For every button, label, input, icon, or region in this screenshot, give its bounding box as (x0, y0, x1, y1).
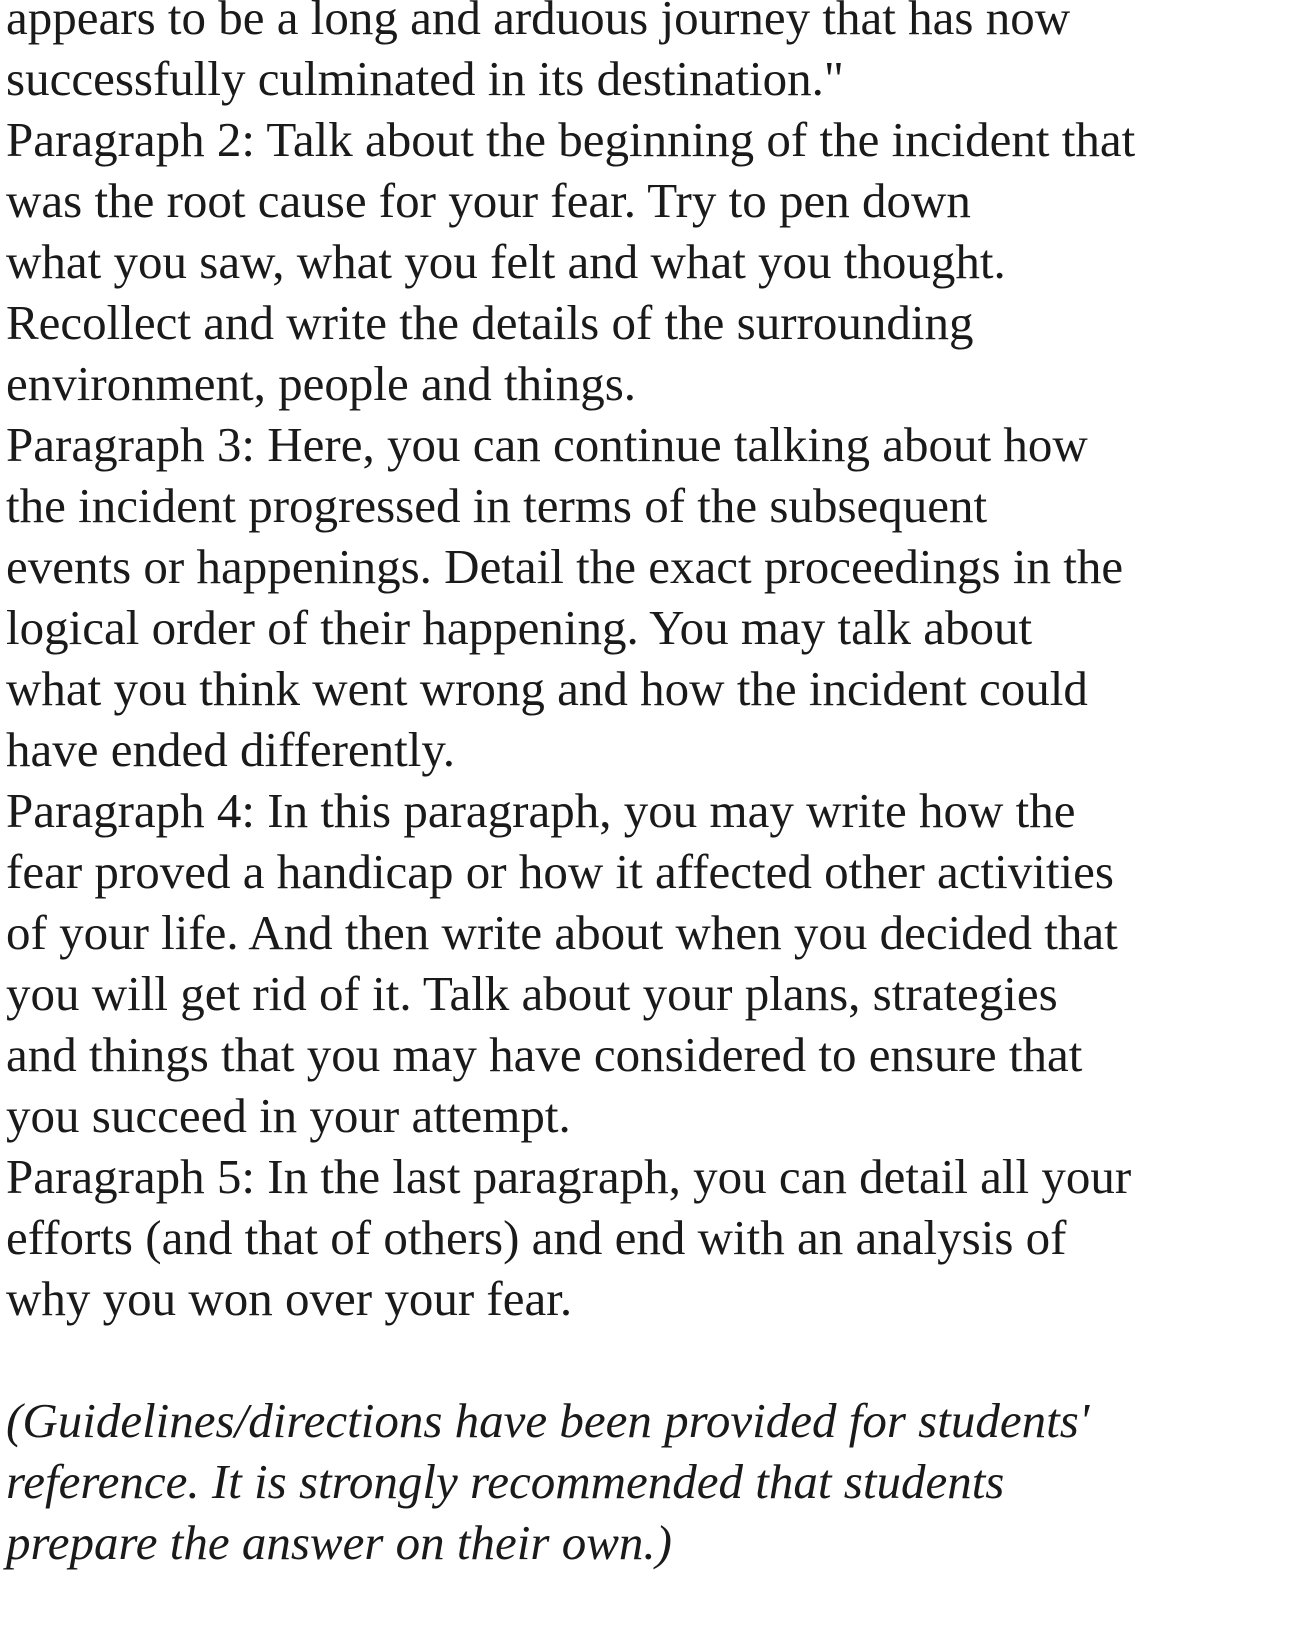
paragraph-3-guideline (6, 414, 1286, 780)
text-line: Paragraph 5: In the last paragraph, you can detail all your (6, 1149, 1132, 1204)
paragraph-2-guideline (6, 109, 1286, 414)
text-line: logical order of their happening. You may talk about (6, 600, 1033, 655)
text-line: the incident progressed in terms of the subsequent (6, 478, 988, 533)
text-line: efforts (and that of others) and end with an analysis of (6, 1210, 1067, 1265)
text-line: you will get rid of it. Talk about your plans, strategies (6, 966, 1058, 1021)
text-line: (Guidelines/directions have been provided for students' (6, 1393, 1090, 1448)
text-line: you succeed in your attempt. (6, 1088, 571, 1143)
text-line: events or happenings. Detail the exact proceedings in the (6, 539, 1124, 594)
paragraph-4-guideline (6, 780, 1286, 1146)
text-line: and things that you may have considered to ensure that (6, 1027, 1083, 1082)
intro-text (6, 0, 1286, 109)
text-line: Paragraph 4: In this paragraph, you may write how the (6, 783, 1076, 838)
text-line: Recollect and write the details of the surrounding (6, 295, 974, 350)
text-line: what you saw, what you felt and what you thought. (6, 234, 1006, 289)
text-line: fear proved a handicap or how it affected other activities (6, 844, 1114, 899)
paragraph-5-guideline (6, 1146, 1286, 1329)
document-page (6, 0, 1286, 1573)
text-line: successfully culminated in its destination." (6, 51, 844, 106)
text-line: why you won over your fear. (6, 1271, 573, 1326)
text-line: reference. It is strongly recommended that students (6, 1454, 1005, 1509)
text-line: appears to be a long and arduous journey that has now (6, 0, 1071, 45)
text-line: have ended differently. (6, 722, 455, 777)
blank-line (6, 1329, 1286, 1390)
text-line: environment, people and things. (6, 356, 637, 411)
text-line: Paragraph 2: Talk about the beginning of the incident that (6, 112, 1136, 167)
guidelines-note (6, 1390, 1286, 1573)
text-line: what you think went wrong and how the incident could (6, 661, 1088, 716)
text-line: Paragraph 3: Here, you can continue talking about how (6, 417, 1088, 472)
text-line: prepare the answer on their own.) (6, 1515, 672, 1570)
text-line: was the root cause for your fear. Try to pen down (6, 173, 971, 228)
text-line: of your life. And then write about when you decided that (6, 905, 1118, 960)
